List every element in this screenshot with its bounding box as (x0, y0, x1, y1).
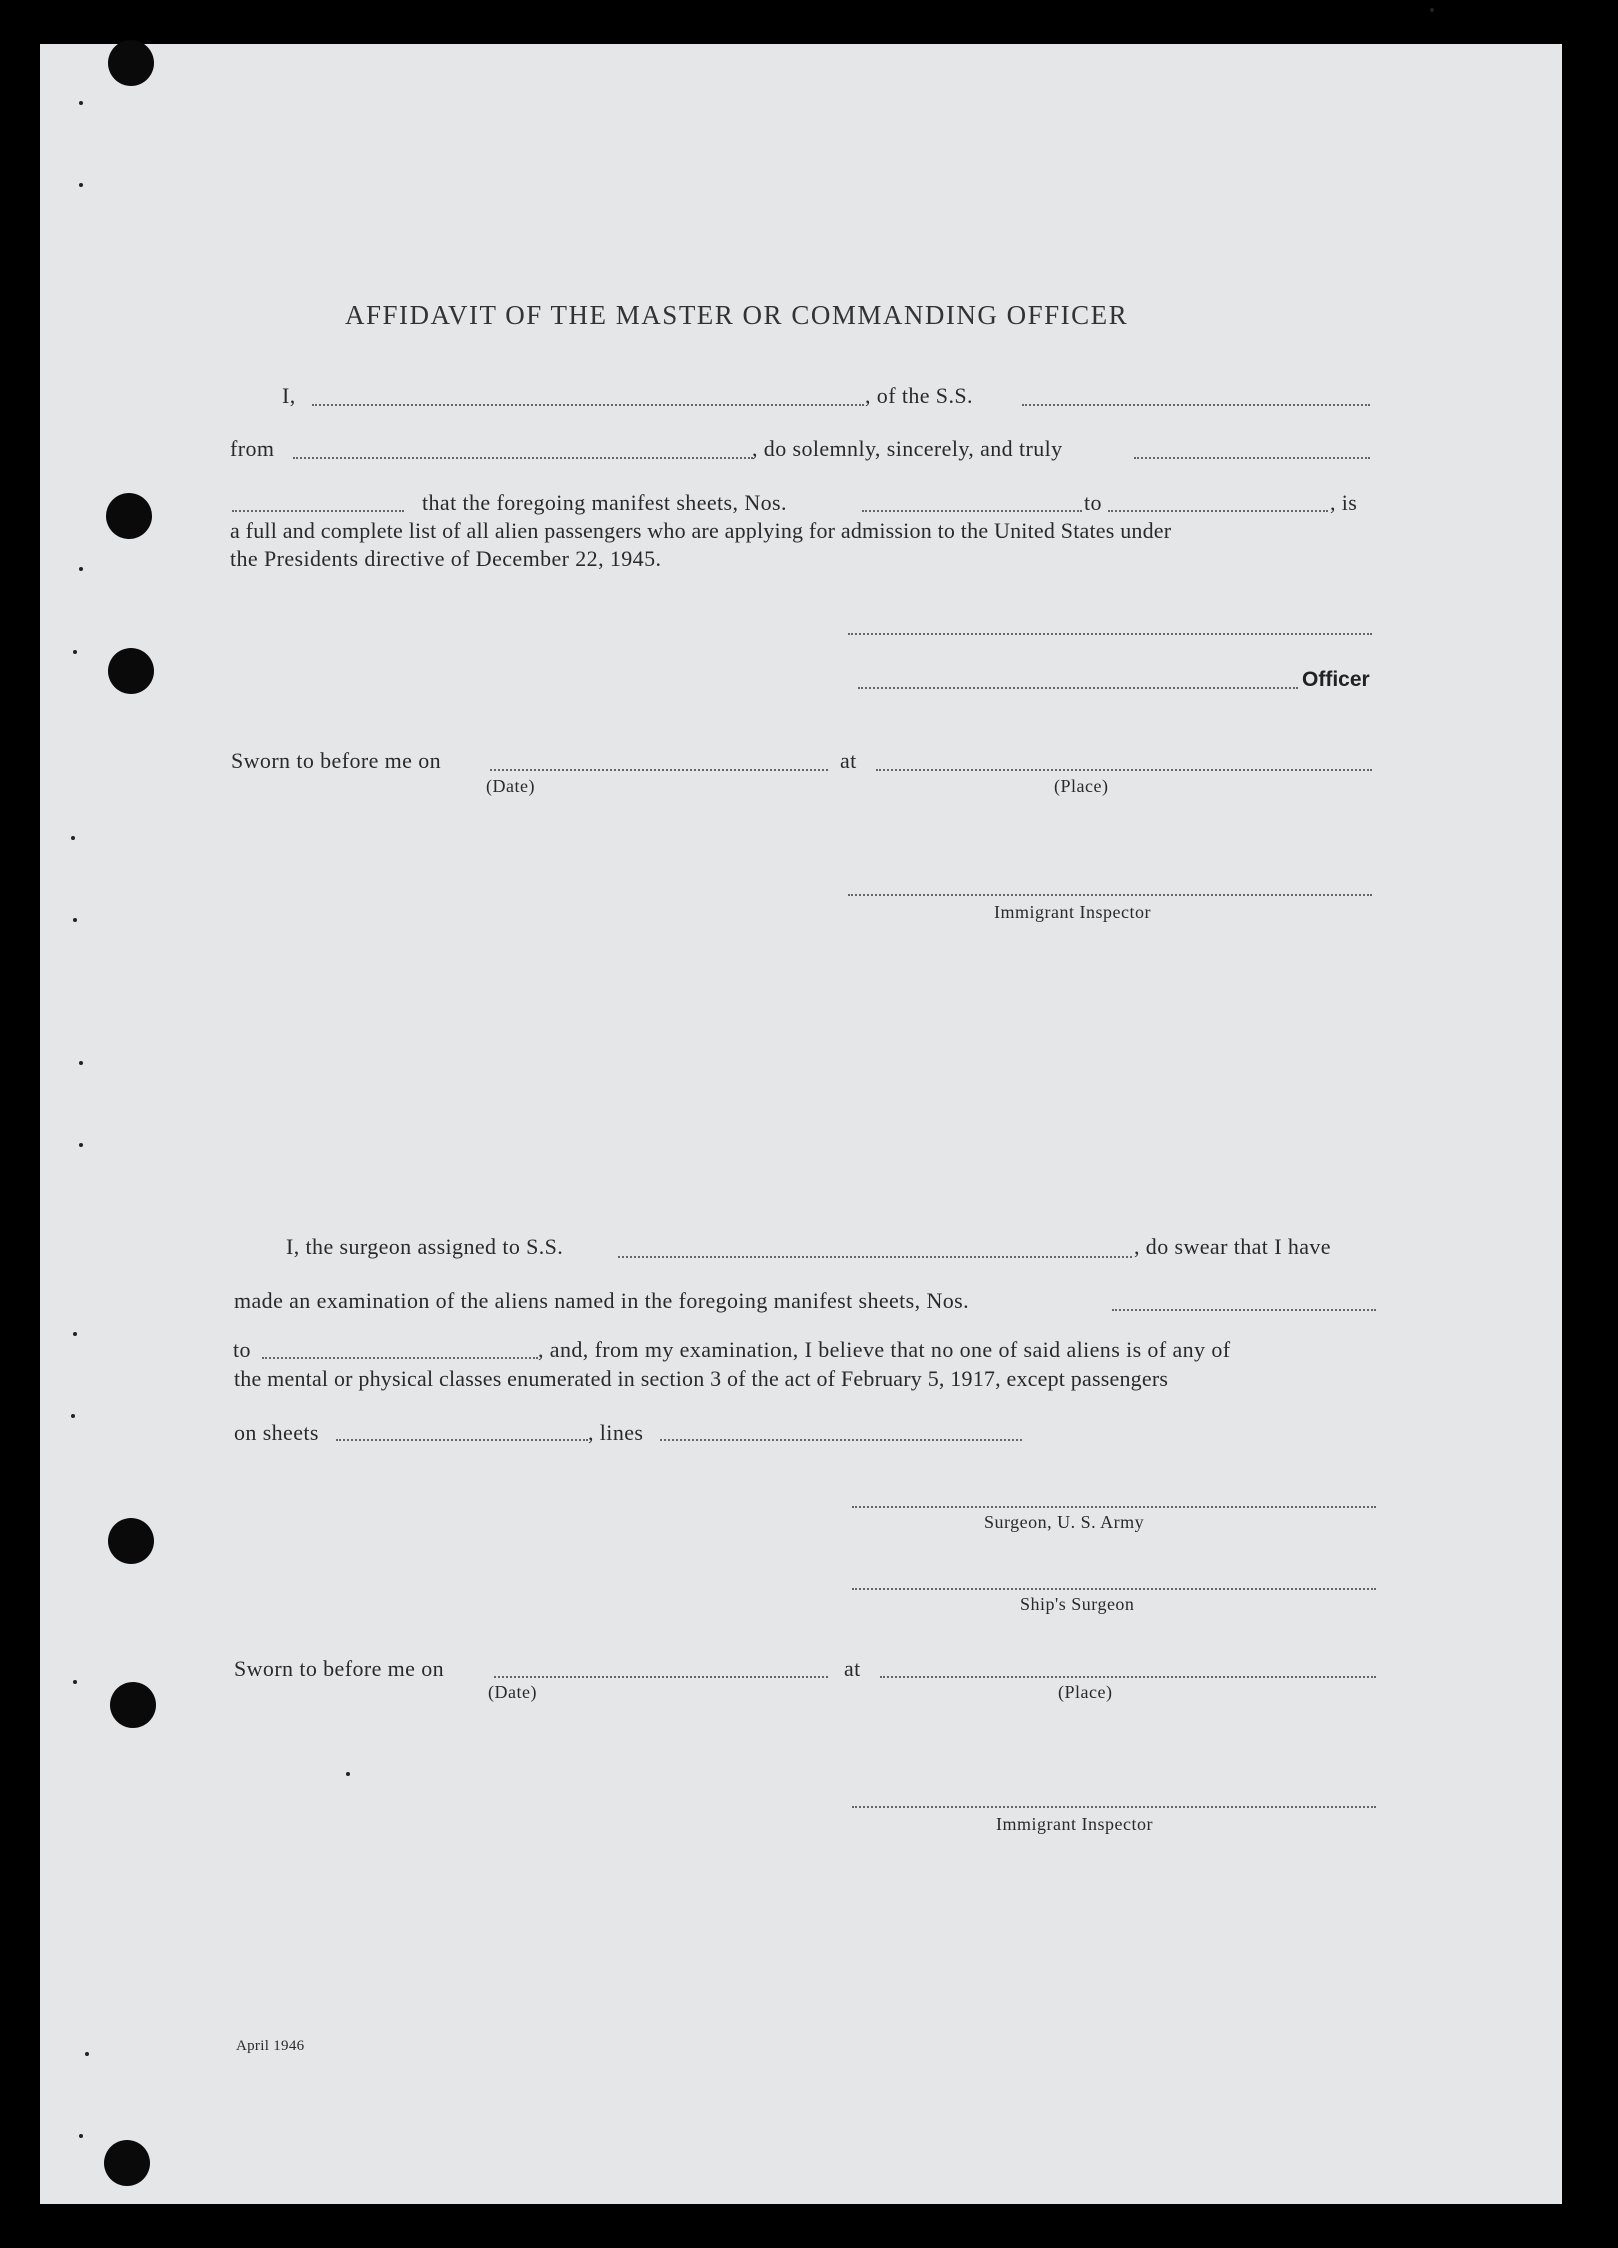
punch-hole (106, 493, 152, 539)
surgeon-assigned-label: I, the surgeon assigned to S.S. (286, 1234, 564, 1259)
master-signature-line[interactable] (848, 633, 1372, 635)
surgeon-sworn-label: Sworn to before me on (234, 1656, 445, 1681)
margin-speck (73, 650, 77, 654)
officer-label: Officer (1302, 668, 1370, 691)
surgeon-sheets-label: on sheets (234, 1420, 319, 1445)
master-i-label: I, (282, 383, 296, 408)
surgeon-sworn-date-field[interactable] (494, 1676, 828, 1678)
surgeon-belief-label: , and, from my examination, I believe that no one of said aliens is of any of (538, 1337, 1231, 1362)
surgeon-lines-field[interactable] (660, 1439, 1022, 1441)
form-revision-date: April 1946 (236, 2038, 305, 2054)
master-sworn-date-field[interactable] (490, 769, 828, 771)
punch-hole (108, 1518, 154, 1564)
officer-title-field[interactable] (858, 687, 1298, 689)
master-directive-line: the Presidents directive of December 22, 1945. (230, 546, 662, 571)
margin-speck (71, 1414, 75, 1418)
margin-speck (73, 918, 77, 922)
surgeon-place-label: (Place) (1058, 1682, 1113, 1702)
surgeon-sworn-place-field[interactable] (880, 1676, 1376, 1678)
master-to-label: to (1084, 490, 1102, 515)
surgeon-lines-label: , lines (588, 1420, 644, 1445)
surgeon-sheets-field[interactable] (336, 1439, 588, 1441)
surgeon-ship-field[interactable] (618, 1256, 1132, 1258)
master-date-label: (Date) (486, 776, 535, 796)
master-ship-field[interactable] (1022, 404, 1370, 406)
master-from-label: from (230, 436, 275, 461)
punch-hole (104, 2140, 150, 2186)
margin-speck (79, 183, 83, 187)
master-oath-continuation-field[interactable] (232, 510, 404, 512)
margin-speck (73, 1332, 77, 1336)
army-surgeon-signature-line[interactable] (852, 1506, 1376, 1508)
master-sheet-to-field[interactable] (1108, 510, 1328, 512)
form-title: AFFIDAVIT OF THE MASTER OR COMMANDING OFFICER (345, 300, 1129, 330)
margin-speck (85, 2052, 89, 2056)
master-inspector-label: Immigrant Inspector (994, 902, 1151, 922)
margin-speck (79, 1143, 83, 1147)
master-from-field[interactable] (293, 457, 753, 459)
master-foregoing-label: that the foregoing manifest sheets, Nos. (422, 490, 787, 515)
margin-speck (73, 1680, 77, 1684)
margin-speck (1430, 8, 1434, 12)
ship-surgeon-signature-line[interactable] (852, 1588, 1376, 1590)
master-oath-field[interactable] (1134, 457, 1370, 459)
master-is-label: , is (1330, 490, 1358, 515)
surgeon-inspector-signature-line[interactable] (852, 1806, 1376, 1808)
master-sheet-from-field[interactable] (862, 510, 1082, 512)
surgeon-sheet-to-field[interactable] (262, 1357, 538, 1359)
margin-speck (79, 567, 83, 571)
master-at-label: at (840, 748, 857, 773)
master-sworn-label: Sworn to before me on (231, 748, 442, 773)
surgeon-examination-label: made an examination of the aliens named in the foregoing manifest sheets, Nos. (234, 1288, 969, 1313)
surgeon-classes-line: the mental or physical classes enumerated in section 3 of the act of February 5, 1917, except passengers (234, 1366, 1169, 1391)
surgeon-swear-label: , do swear that I have (1134, 1234, 1331, 1259)
surgeon-sheet-from-field[interactable] (1112, 1309, 1376, 1311)
margin-speck (71, 836, 75, 840)
master-sworn-place-field[interactable] (876, 769, 1372, 771)
surgeon-inspector-label: Immigrant Inspector (996, 1814, 1153, 1834)
form-page (40, 44, 1562, 2204)
margin-speck (79, 2134, 83, 2138)
punch-hole (110, 1682, 156, 1728)
army-surgeon-label: Surgeon, U. S. Army (984, 1512, 1145, 1532)
ship-surgeon-label: Ship's Surgeon (1020, 1594, 1135, 1614)
surgeon-at-label: at (844, 1656, 861, 1681)
master-place-label: (Place) (1054, 776, 1109, 796)
master-inspector-signature-line[interactable] (848, 894, 1372, 896)
margin-speck (79, 1061, 83, 1065)
punch-hole (108, 40, 154, 86)
master-statement-line: a full and complete list of all alien passengers who are applying for admission to the United States under (230, 518, 1172, 543)
master-name-field[interactable] (312, 404, 864, 406)
surgeon-date-label: (Date) (488, 1682, 537, 1702)
margin-speck (346, 1772, 350, 1776)
punch-hole (108, 648, 154, 694)
surgeon-to-label: to (233, 1337, 251, 1362)
margin-speck (79, 101, 83, 105)
master-swear-label: , do solemnly, sincerely, and truly (752, 436, 1063, 461)
master-ship-label: , of the S.S. (865, 383, 973, 408)
